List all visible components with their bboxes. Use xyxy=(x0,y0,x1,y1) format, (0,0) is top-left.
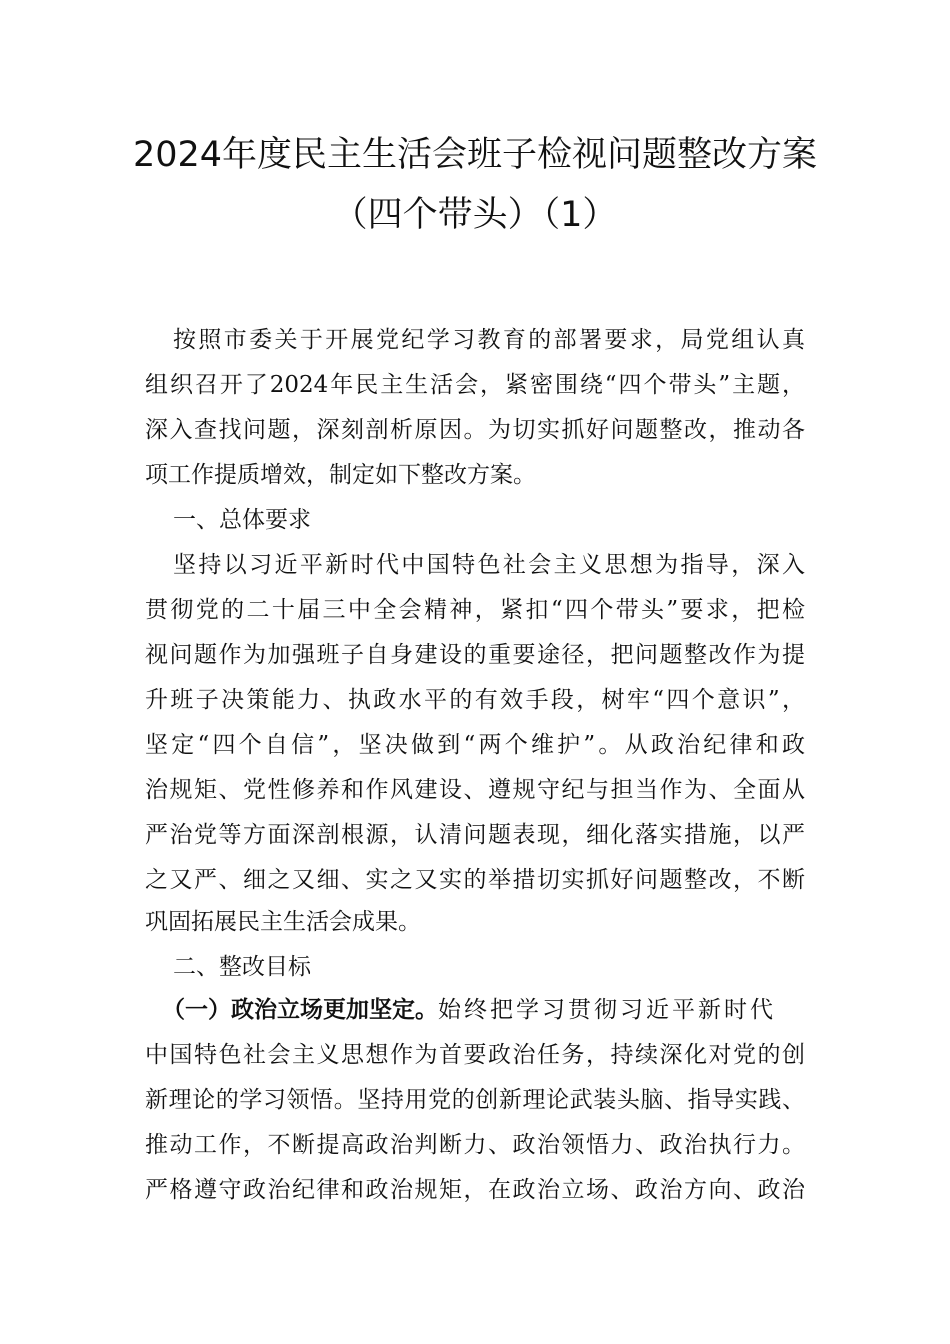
text-line: 巩固拓展民主生活会成果。 xyxy=(145,909,421,935)
text-line: 新理论的学习领悟。坚持用党的创新理论武装头脑、指导实践、 xyxy=(145,1087,805,1113)
text-line: 之又严、细之又细、实之又实的举措切实抓好问题整改，不断 xyxy=(145,867,805,893)
document-title-line-2: （四个带头）（1） xyxy=(332,195,618,235)
text-line: 贯彻党的二十届三中全会精神，紧扣“四个带头”要求，把检 xyxy=(145,597,805,623)
text-line: 治规矩、党性修养和作风建设、遵规守纪与担当作为、全面从 xyxy=(145,777,805,803)
item-text: 始终把学习贯彻习近平新时代 xyxy=(438,997,776,1023)
section-heading-2: 二、整改目标 xyxy=(173,954,311,980)
item-heading: （一）政治立场更加坚定。 xyxy=(162,997,438,1023)
text-line xyxy=(162,995,805,1025)
text-line: 组织召开了2024年民主生活会，紧密围绕“四个带头”主题， xyxy=(145,372,805,398)
text-line: 深入查找问题，深刻剖析原因。为切实抓好问题整改，推动各 xyxy=(145,417,805,443)
text-line: 项工作提质增效，制定如下整改方案。 xyxy=(145,462,536,488)
text-line: 坚持以习近平新时代中国特色社会主义思想为指导，深入 xyxy=(173,552,805,578)
text-line: 推动工作，不断提高政治判断力、政治领悟力、政治执行力。 xyxy=(145,1132,805,1158)
text-line: 升班子决策能力、执政水平的有效手段，树牢“四个意识”， xyxy=(145,687,805,713)
document-title-line-1: 2024年度民主生活会班子检视问题整改方案 xyxy=(132,135,818,175)
text-line: 严格遵守政治纪律和政治规矩，在政治立场、政治方向、政治 xyxy=(145,1177,805,1203)
text-line: 坚定“四个自信”，坚决做到“两个维护”。从政治纪律和政 xyxy=(145,732,805,758)
text-line: 按照市委关于开展党纪学习教育的部署要求，局党组认真 xyxy=(173,327,805,353)
text-line: 视问题作为加强班子自身建设的重要途径，把问题整改作为提 xyxy=(145,642,805,668)
text-line: 中国特色社会主义思想作为首要政治任务，持续深化对党的创 xyxy=(145,1042,805,1068)
text-line: 严治党等方面深剖根源，认清问题表现，细化落实措施，以严 xyxy=(145,822,805,848)
section-heading-1: 一、总体要求 xyxy=(173,507,311,533)
